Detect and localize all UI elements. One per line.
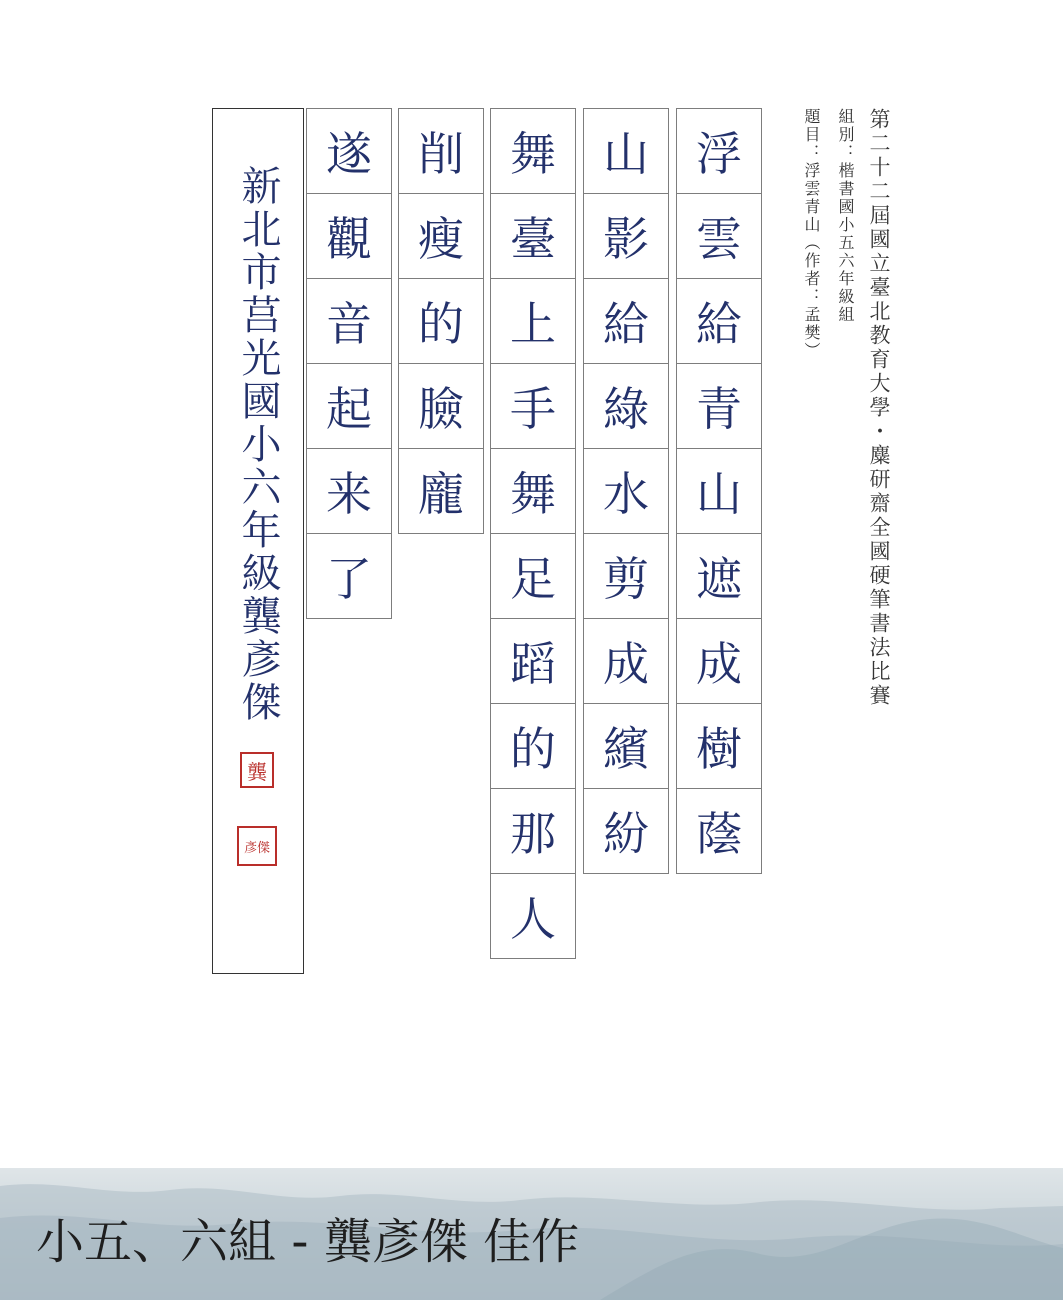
- calligraphy-column-5: [306, 108, 392, 619]
- char-cell: 起: [306, 363, 392, 449]
- calligraphy-column-3: [490, 108, 576, 959]
- char-cell: 那: [490, 788, 576, 874]
- char-cell: 繽: [583, 703, 669, 789]
- char-cell: 的: [490, 703, 576, 789]
- char-cell: 水: [583, 448, 669, 534]
- char-cell: 影: [583, 193, 669, 279]
- header-line-category: 組別：楷書國小五六年級組: [836, 108, 855, 324]
- char-cell: 樹: [676, 703, 762, 789]
- char-cell: 紛: [583, 788, 669, 874]
- calligraphy-column-2: [583, 108, 669, 874]
- calligraphy-column-1: [676, 108, 762, 874]
- name-seal: 龔: [240, 752, 274, 788]
- award-caption: 小五、六組 - 龔彥傑 佳作: [36, 1214, 580, 1270]
- char-cell: 音: [306, 278, 392, 364]
- char-cell: 舞: [490, 108, 576, 194]
- char-cell: 手: [490, 363, 576, 449]
- char-cell: 山: [676, 448, 762, 534]
- char-cell: 了: [306, 533, 392, 619]
- char-cell: 青: [676, 363, 762, 449]
- char-cell: 山: [583, 108, 669, 194]
- char-cell: 足: [490, 533, 576, 619]
- char-cell: 上: [490, 278, 576, 364]
- char-cell: 給: [583, 278, 669, 364]
- char-cell: 人: [490, 873, 576, 959]
- char-cell: 遂: [306, 108, 392, 194]
- char-cell: 遮: [676, 533, 762, 619]
- char-cell: 成: [583, 618, 669, 704]
- char-cell: 的: [398, 278, 484, 364]
- char-cell: 雲: [676, 193, 762, 279]
- char-cell: 瘦: [398, 193, 484, 279]
- char-cell: 蔭: [676, 788, 762, 874]
- header-line-competition: 第二十二屆國立臺北教育大學・麋研齋全國硬筆書法比賽: [867, 108, 891, 708]
- char-cell: 浮: [676, 108, 762, 194]
- char-cell: 舞: [490, 448, 576, 534]
- char-cell: 成: [676, 618, 762, 704]
- char-cell: 蹈: [490, 618, 576, 704]
- name-seal-square: 彥傑: [237, 826, 277, 866]
- signature-text: 新北市莒光國小六年級龔彥傑: [235, 165, 281, 724]
- char-cell: 綠: [583, 363, 669, 449]
- char-cell: 給: [676, 278, 762, 364]
- char-cell: 来: [306, 448, 392, 534]
- char-cell: 臉: [398, 363, 484, 449]
- char-cell: 削: [398, 108, 484, 194]
- header-line-title: 題目：浮雲青山（作者：孟樊）: [802, 108, 821, 360]
- calligraphy-column-4: [398, 108, 484, 534]
- char-cell: 觀: [306, 193, 392, 279]
- char-cell: 龐: [398, 448, 484, 534]
- char-cell: 臺: [490, 193, 576, 279]
- char-cell: 剪: [583, 533, 669, 619]
